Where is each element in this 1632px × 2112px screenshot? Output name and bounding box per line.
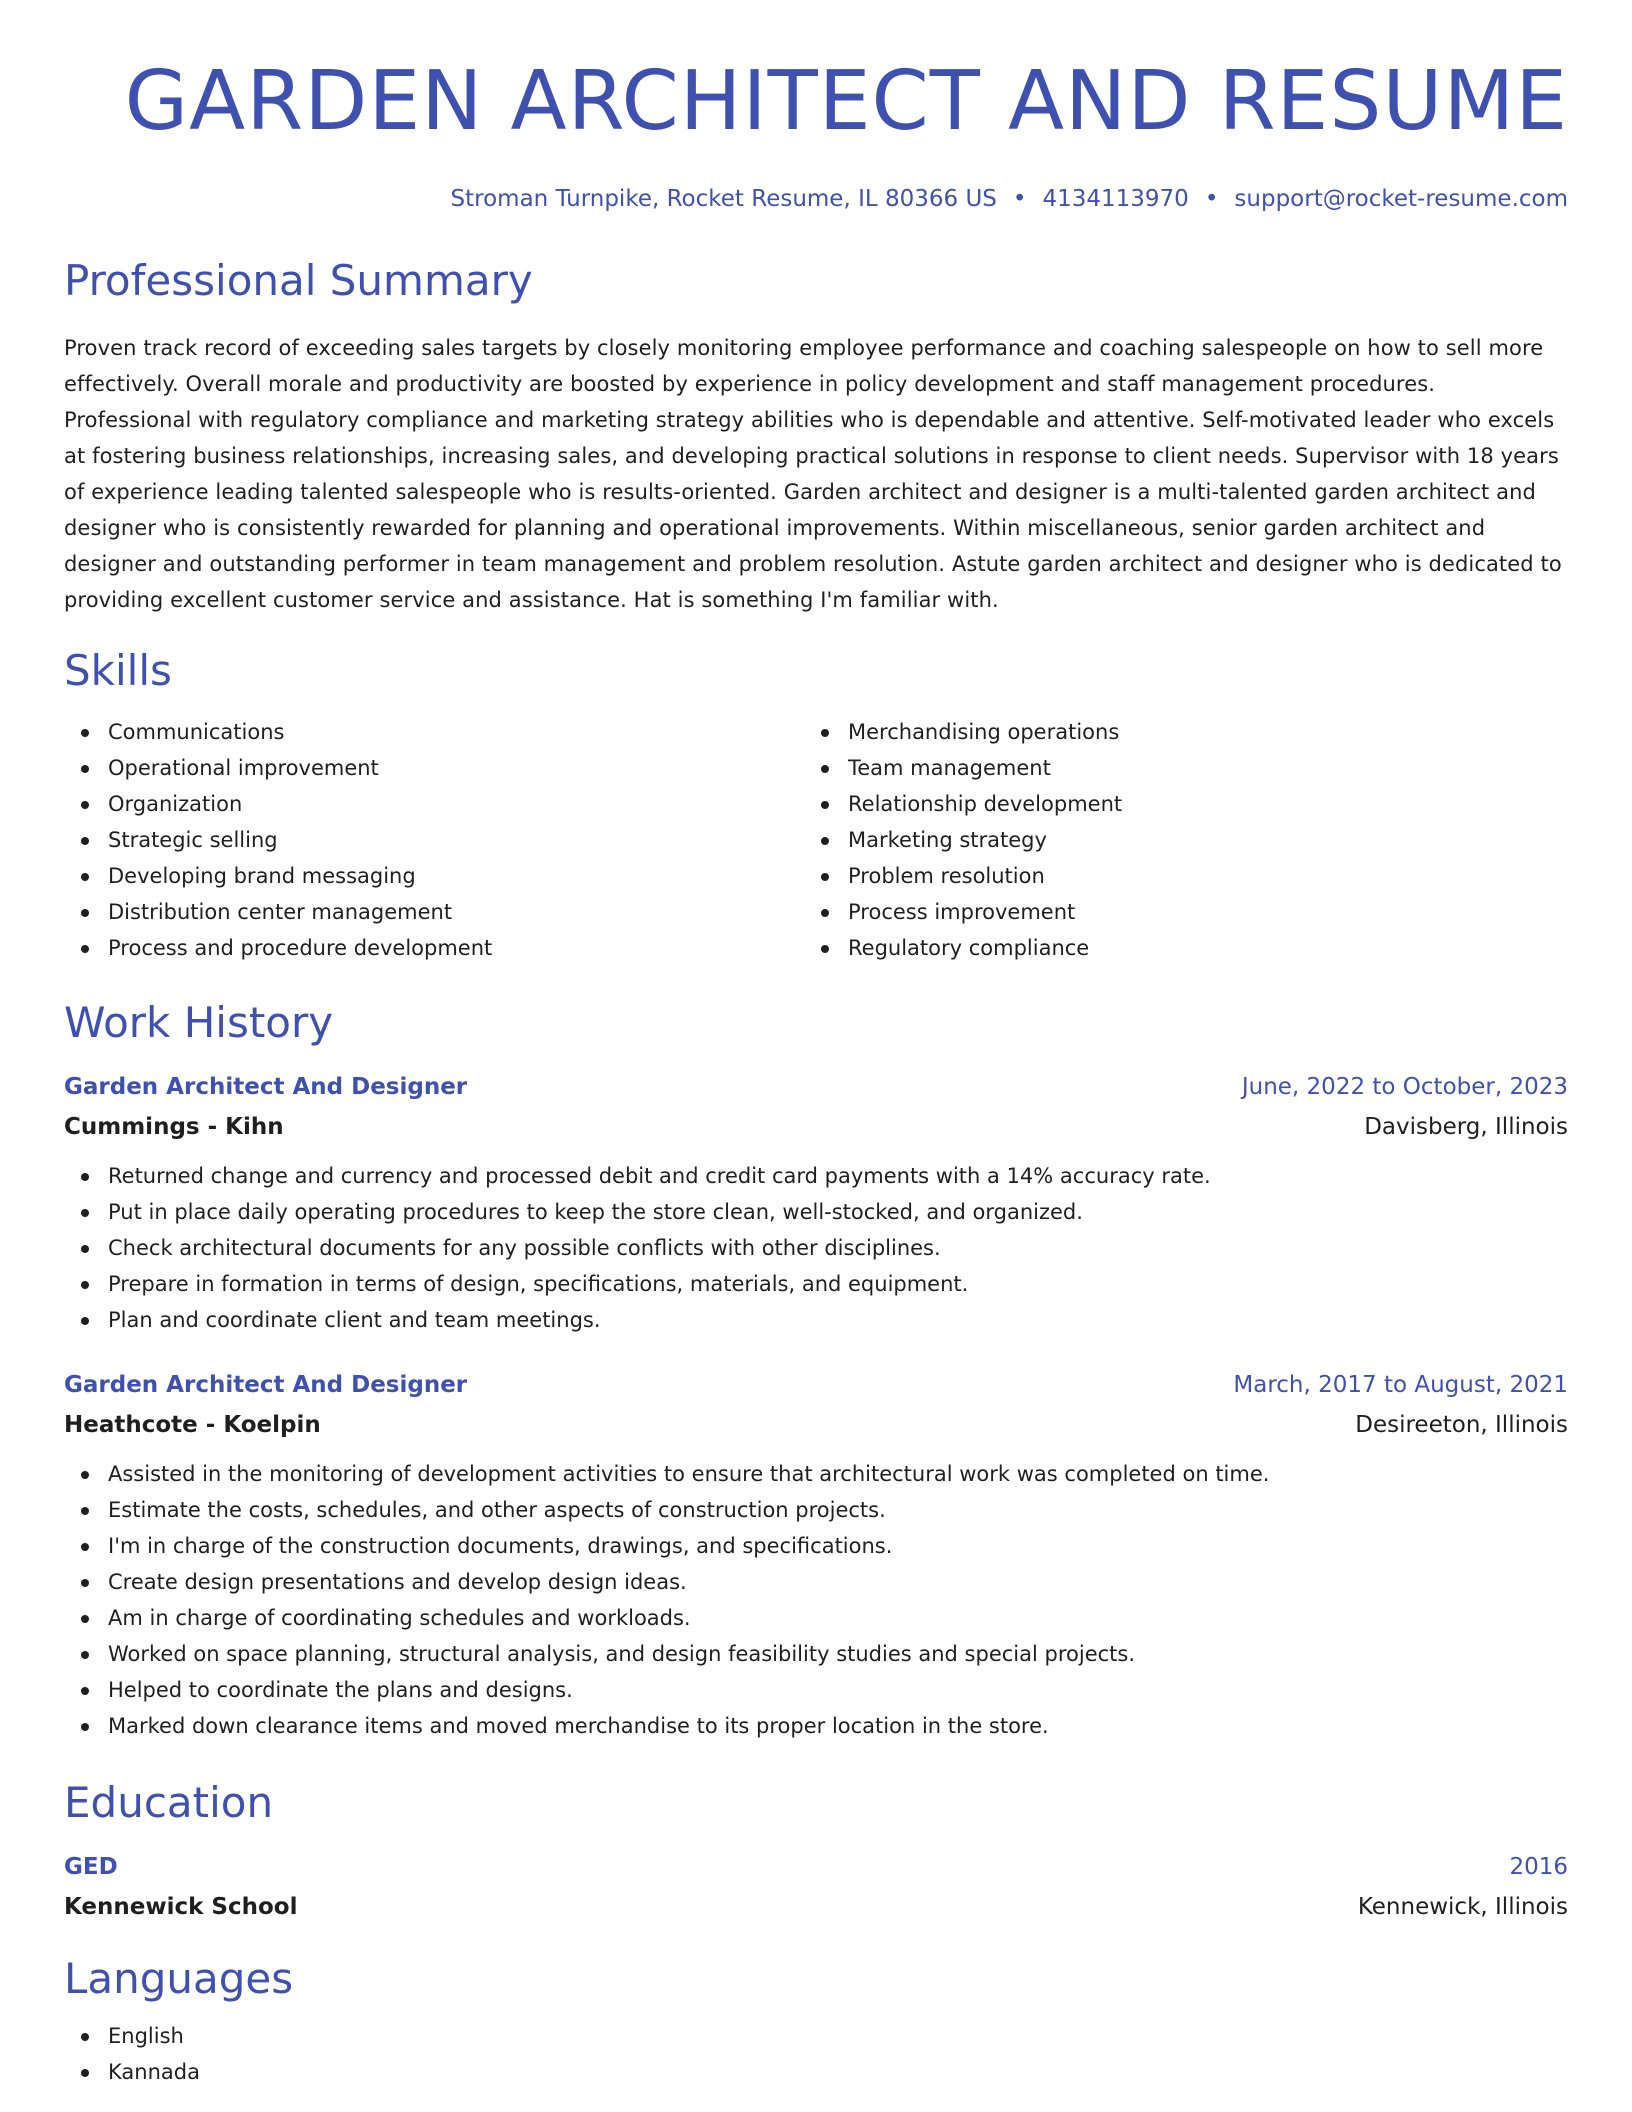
job-bullet: Helped to coordinate the plans and designs. <box>64 1672 1568 1708</box>
job-subheader <box>64 1410 1568 1440</box>
skill-item: Merchandising operations <box>804 714 1544 750</box>
skill-item: Distribution center management <box>64 894 804 930</box>
skill-item: Communications <box>64 714 804 750</box>
education-degree: GED <box>64 1854 118 1880</box>
language-item: English <box>64 2018 1568 2054</box>
contact-separator: • <box>1204 186 1219 212</box>
languages-heading: Languages <box>64 1954 294 2003</box>
skill-item: Relationship development <box>804 786 1544 822</box>
job-dates: June, 2022 to October, 2023 <box>1241 1074 1568 1100</box>
job-bullet: I'm in charge of the construction documents, drawings, and specifications. <box>64 1528 1568 1564</box>
summary-text: Proven track record of exceeding sales targets by closely monitoring employee performance and coaching salespeople on how to sell more effectively. Overall morale and productivity are boosted by experience in policy development and staff management procedures. Professional with regulatory compliance and marketing strategy abilities who is dependable and attentive. Self-motivated leader who excels at fostering business relationships, increasing sales, and developing practical solutions in response to client needs. Supervisor with 18 years of experience leading talented salespeople who is results-oriented. Garden architect and designer is a multi-talented garden architect and designer who is consistently rewarded for planning and operational improvements. Within miscellaneous, senior garden architect and designer and outstanding performer in team management and problem resolution. Astute garden architect and designer who is dedicated to providing excellent customer service and assistance. Hat is something I'm familiar with. <box>64 336 1562 612</box>
job-bullet: Check architectural documents for any possible conflicts with other disciplines. <box>64 1230 1568 1266</box>
skill-item: Team management <box>804 750 1544 786</box>
job-bullet: Worked on space planning, structural analysis, and design feasibility studies and special projects. <box>64 1636 1568 1672</box>
job-entry <box>64 1072 1568 1338</box>
skills-right-list <box>804 714 1544 966</box>
job-bullets <box>64 1158 1568 1338</box>
job-location: Desireeton, Illinois <box>1355 1412 1568 1438</box>
job-bullets <box>64 1456 1568 1744</box>
skills-heading: Skills <box>64 646 172 695</box>
contact-phone: 4134113970 <box>1042 186 1189 212</box>
skill-item: Operational improvement <box>64 750 804 786</box>
skill-item: Developing brand messaging <box>64 858 804 894</box>
job-header <box>64 1370 1568 1400</box>
contact-separator: • <box>1012 186 1027 212</box>
education-entry <box>64 1852 1568 1922</box>
contact-line <box>64 184 1568 214</box>
education-subheader <box>64 1892 1568 1922</box>
skill-item: Marketing strategy <box>804 822 1544 858</box>
education-header <box>64 1852 1568 1882</box>
job-subheader <box>64 1112 1568 1142</box>
skill-item: Regulatory compliance <box>804 930 1544 966</box>
education-school: Kennewick School <box>64 1894 298 1920</box>
job-location: Davisberg, Illinois <box>1364 1114 1568 1140</box>
skill-item: Strategic selling <box>64 822 804 858</box>
skill-item: Process and procedure development <box>64 930 804 966</box>
job-bullet: Am in charge of coordinating schedules and workloads. <box>64 1600 1568 1636</box>
job-bullet: Assisted in the monitoring of development activities to ensure that architectural work was completed on time. <box>64 1456 1568 1492</box>
education-heading: Education <box>64 1778 274 1827</box>
education-location: Kennewick, Illinois <box>1357 1894 1568 1920</box>
skills-columns <box>64 714 1568 966</box>
education-year: 2016 <box>1509 1854 1568 1880</box>
job-header <box>64 1072 1568 1102</box>
resume-name: GARDEN ARCHITECT AND RESUME <box>124 54 1568 149</box>
job-bullet: Put in place daily operating procedures to keep the store clean, well-stocked, and organized. <box>64 1194 1568 1230</box>
job-company: Cummings - Kihn <box>64 1114 284 1140</box>
skill-item: Problem resolution <box>804 858 1544 894</box>
contact-address: Stroman Turnpike, Rocket Resume, IL 80366 US <box>450 186 997 212</box>
skills-left-list <box>64 714 804 966</box>
job-bullet: Prepare in formation in terms of design, specifications, materials, and equipment. <box>64 1266 1568 1302</box>
job-bullet: Estimate the costs, schedules, and other aspects of construction projects. <box>64 1492 1568 1528</box>
contact-email: support@rocket-resume.com <box>1234 186 1568 212</box>
work-history-heading: Work History <box>64 998 334 1047</box>
job-company: Heathcote - Koelpin <box>64 1412 321 1438</box>
job-dates: March, 2017 to August, 2021 <box>1233 1372 1568 1398</box>
language-item: Kannada <box>64 2054 1568 2090</box>
job-bullet: Returned change and currency and processed debit and credit card payments with a 14% accuracy rate. <box>64 1158 1568 1194</box>
skill-item: Process improvement <box>804 894 1544 930</box>
job-role: Garden Architect And Designer <box>64 1372 468 1398</box>
skill-item: Organization <box>64 786 804 822</box>
job-bullet: Plan and coordinate client and team meetings. <box>64 1302 1568 1338</box>
job-bullet: Marked down clearance items and moved merchandise to its proper location in the store. <box>64 1708 1568 1744</box>
summary-heading: Professional Summary <box>64 256 533 305</box>
languages-list <box>64 2018 1568 2090</box>
job-bullet: Create design presentations and develop design ideas. <box>64 1564 1568 1600</box>
job-entry <box>64 1370 1568 1744</box>
job-role: Garden Architect And Designer <box>64 1074 468 1100</box>
